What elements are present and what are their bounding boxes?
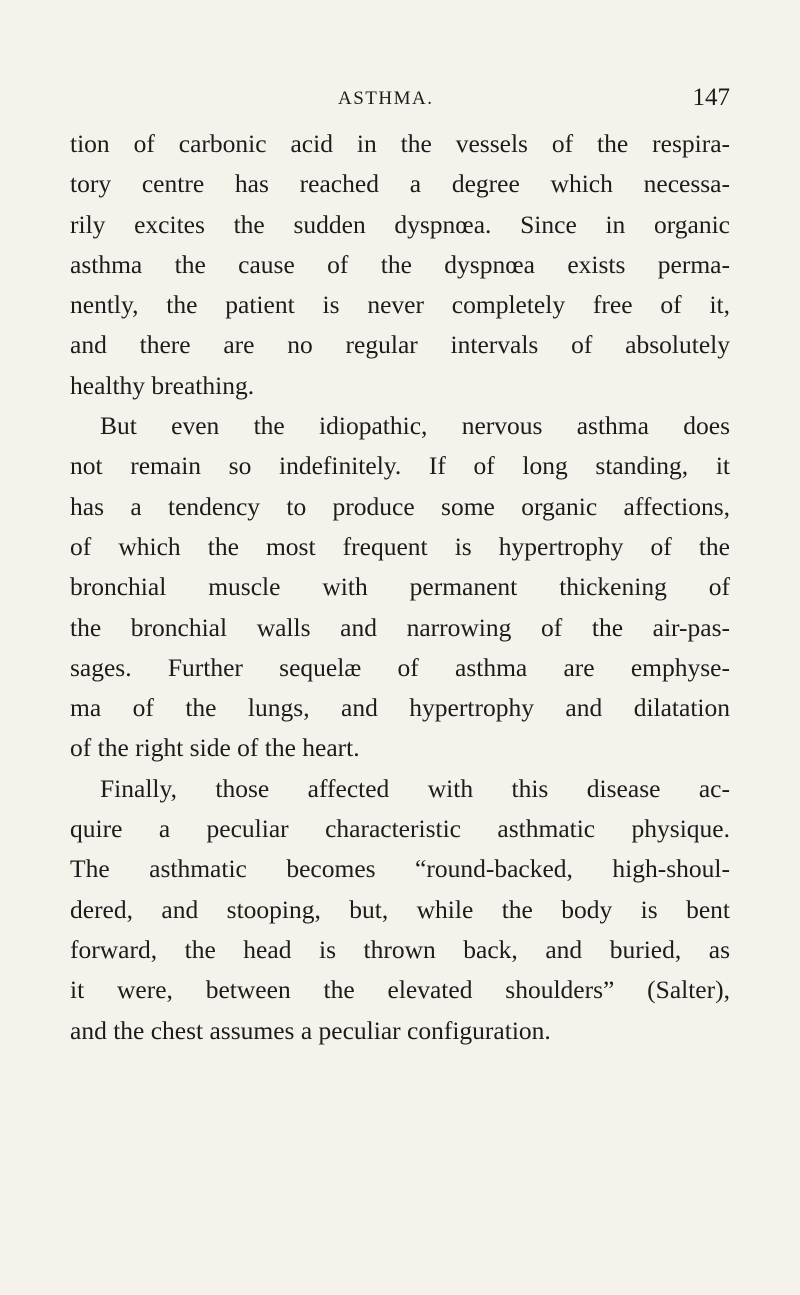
running-head [70, 84, 730, 124]
text-line: bronchial muscle with permanent thickening of [70, 572, 730, 602]
text-line: of the right side of the heart. [70, 733, 360, 763]
text-line: not remain so indefinitely. If of long standing, it [70, 451, 730, 481]
text-line: it were, between the elevated shoulders” (Salter), [70, 975, 730, 1005]
text-line: Finally, those affected with this disease ac- [100, 773, 730, 803]
text-line: of which the most frequent is hypertrophy of the [70, 531, 730, 561]
text-line: tion of carbonic acid in the vessels of the respira- [70, 129, 730, 158]
page-number: 147 [692, 84, 730, 111]
text-line: ma of the lungs, and hypertrophy and dilatation [70, 693, 730, 723]
text-line: sages. Further sequelæ of asthma are emphyse- [70, 652, 730, 682]
text-line: the bronchial walls and narrowing of the air-pas- [70, 612, 730, 642]
text-line: has a tendency to produce some organic affections, [70, 491, 730, 521]
text-line: and the chest assumes a peculiar configuration. [70, 1015, 551, 1045]
text-line: But even the idiopathic, nervous asthma does [100, 411, 730, 441]
body-text [70, 124, 730, 1051]
text-line: The asthmatic becomes “round-backed, high-shoul- [70, 854, 730, 884]
text-line: quire a peculiar characteristic asthmatic physique. [70, 814, 730, 844]
text-line: tory centre has reached a degree which necessa- [70, 169, 730, 199]
text-line: asthma the cause of the dyspnœa exists perma- [70, 249, 730, 279]
text-line: nently, the patient is never completely free of it, [70, 290, 730, 320]
text-line: healthy breathing. [70, 370, 255, 400]
text-line: forward, the head is thrown back, and buried, as [70, 934, 730, 964]
text-line: and there are no regular intervals of absolutely [70, 330, 730, 360]
text-line: dered, and stooping, but, while the body is bent [70, 894, 730, 924]
running-title: ASTHMA. [338, 88, 434, 109]
text-line: rily excites the sudden dyspnœa. Since in organic [70, 209, 730, 239]
